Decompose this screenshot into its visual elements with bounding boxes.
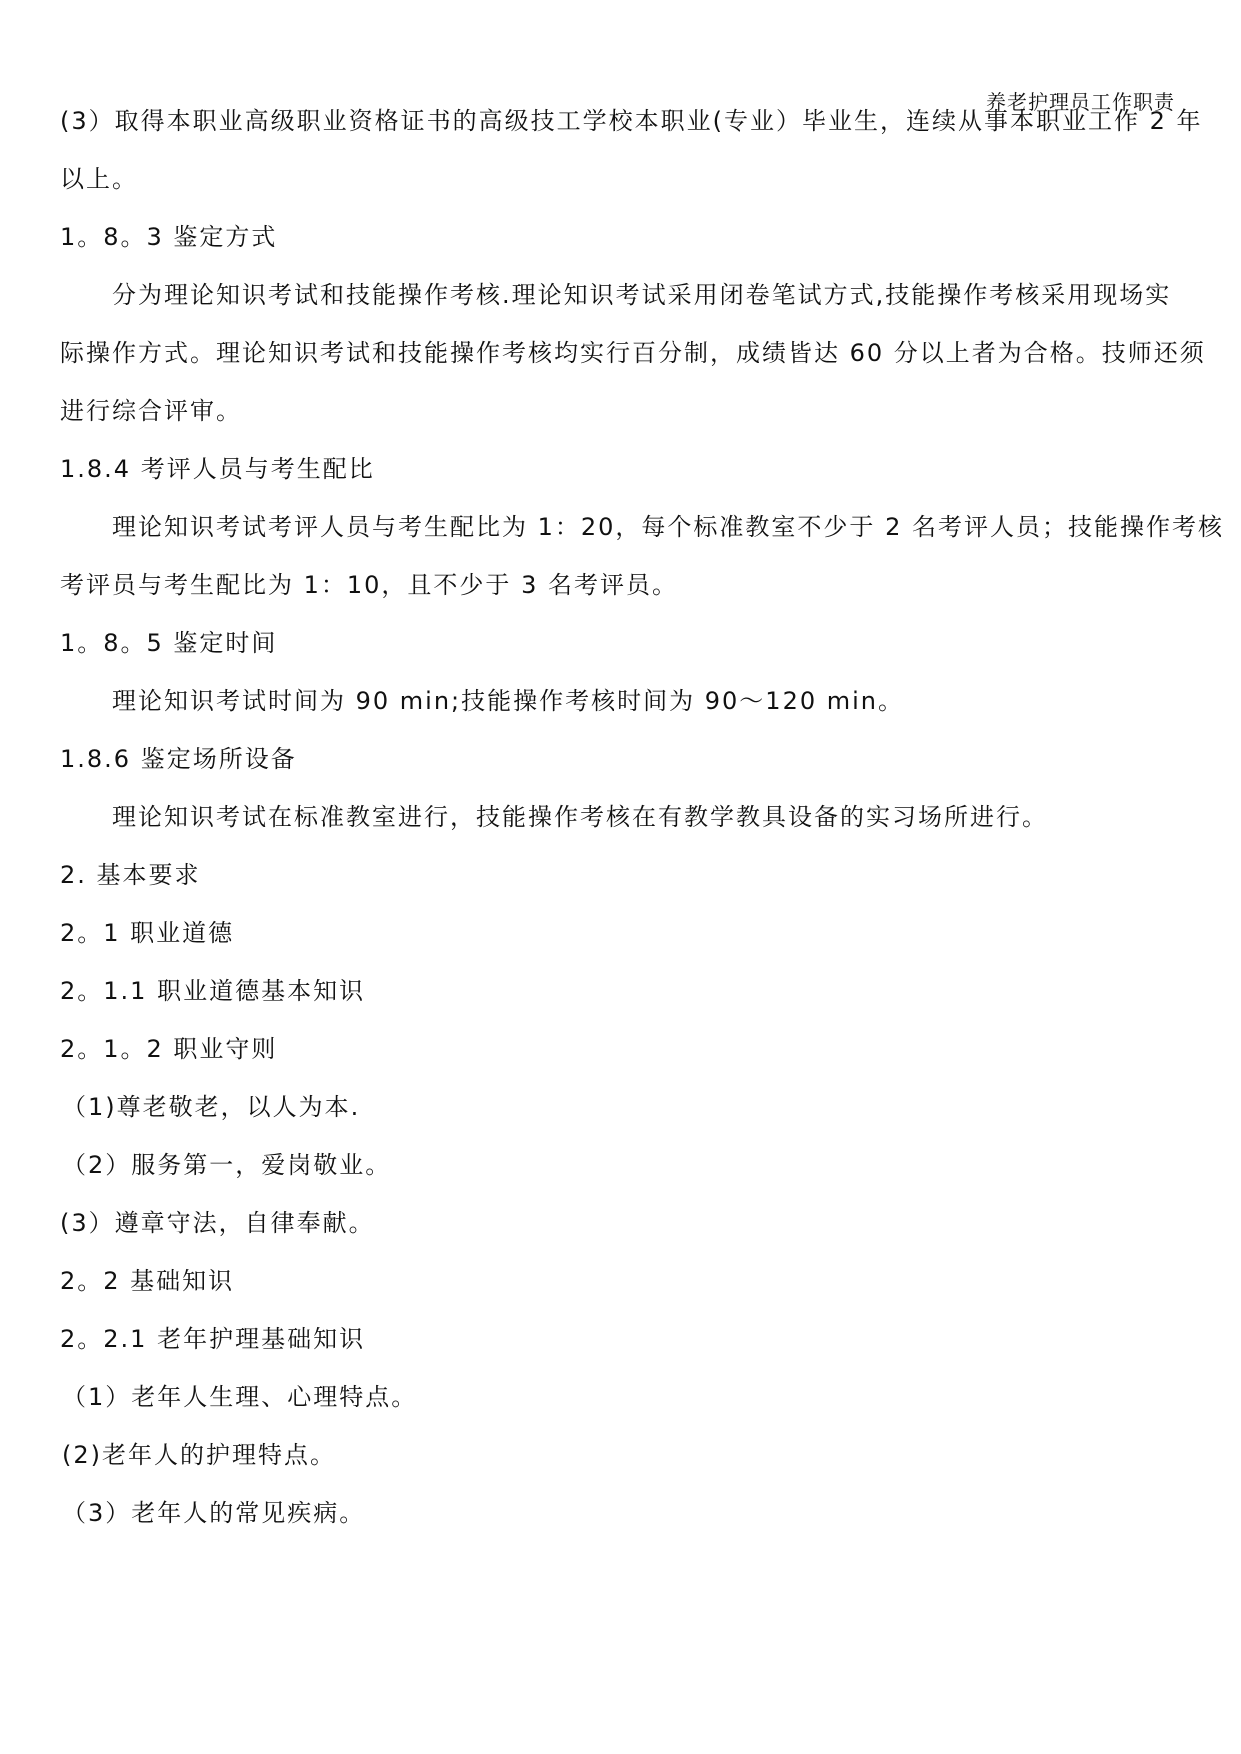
section-heading: 2. 基本要求 bbox=[60, 861, 201, 889]
text-line: 考评员与考生配比为 1：10，且不少于 3 名考评员。 bbox=[60, 571, 678, 599]
section-heading: 2。1。2 职业守则 bbox=[60, 1035, 278, 1063]
text-line: 理论知识考试时间为 90 min;技能操作考核时间为 90～120 min。 bbox=[112, 687, 905, 715]
list-item: （1）老年人生理、心理特点。 bbox=[62, 1383, 418, 1411]
section-heading: 2。1 职业道德 bbox=[60, 919, 235, 947]
text-line: 理论知识考试考评人员与考生配比为 1：20，每个标准教室不少于 2 名考评人员；技能操作考核 bbox=[112, 513, 1224, 541]
list-item: （3）老年人的常见疾病。 bbox=[62, 1499, 366, 1527]
list-item: (2)老年人的护理特点。 bbox=[62, 1441, 336, 1469]
text-line: 进行综合评审。 bbox=[60, 397, 242, 425]
section-heading: 2。2.1 老年护理基础知识 bbox=[60, 1325, 366, 1353]
page-header: 养老护理员工作职责 bbox=[986, 90, 1175, 114]
list-item: （1)尊老敬老，以人为本. bbox=[62, 1093, 361, 1121]
list-item: （2）服务第一，爱岗敬业。 bbox=[62, 1151, 392, 1179]
section-heading: 2。1.1 职业道德基本知识 bbox=[60, 977, 366, 1005]
text-line: (3）取得本职业高级职业资格证书的高级技工学校本职业(专业）毕业生，连续从事本职业工作 2 年 bbox=[60, 107, 1203, 135]
section-heading: 1。8。3 鉴定方式 bbox=[60, 223, 278, 251]
text-line: 理论知识考试在标准教室进行，技能操作考核在有教学教具设备的实习场所进行。 bbox=[112, 803, 1048, 831]
list-item: (3）遵章守法，自律奉献。 bbox=[60, 1209, 375, 1237]
text-line: 分为理论知识考试和技能操作考核.理论知识考试采用闭卷笔试方式,技能操作考核采用现场实 bbox=[112, 281, 1172, 309]
text-line: 以上。 bbox=[60, 165, 138, 193]
section-heading: 1。8。5 鉴定时间 bbox=[60, 629, 278, 657]
text-line: 际操作方式。理论知识考试和技能操作考核均实行百分制，成绩皆达 60 分以上者为合格。技师还须 bbox=[60, 339, 1206, 367]
section-heading: 1.8.4 考评人员与考生配比 bbox=[60, 455, 375, 483]
section-heading: 1.8.6 鉴定场所设备 bbox=[60, 745, 297, 773]
section-heading: 2。2 基础知识 bbox=[60, 1267, 235, 1295]
